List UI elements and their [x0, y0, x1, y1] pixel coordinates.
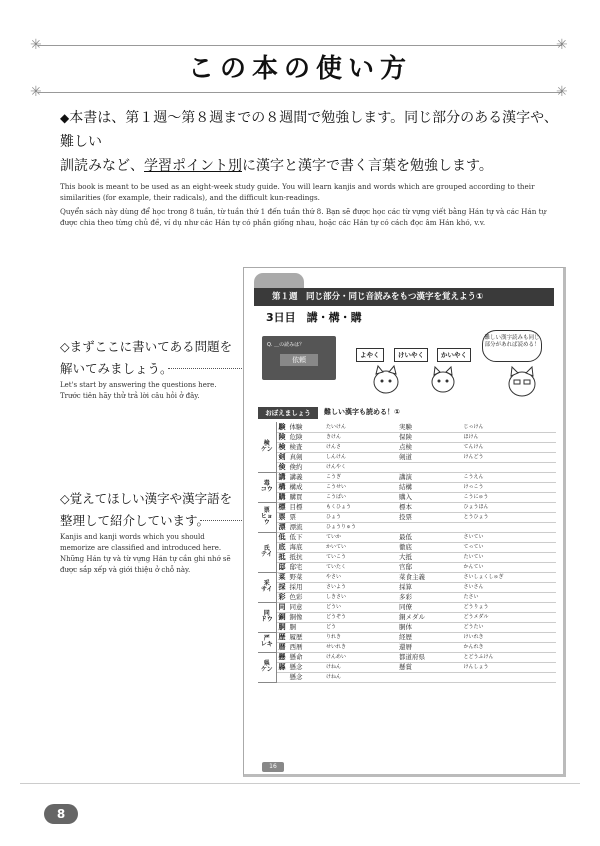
word-cell: 胴体	[397, 622, 461, 632]
word-cell: 結構	[397, 482, 461, 492]
star-icon: ✳	[556, 37, 568, 53]
word-cell: 懸念	[288, 672, 325, 682]
reading-cell	[461, 522, 556, 532]
day-heading: 3日目 講・構・購	[266, 311, 362, 324]
book-page-number: 16	[262, 762, 284, 772]
group-cell: 毒 コウ	[258, 472, 276, 502]
reading-cell: けんさ	[324, 442, 397, 452]
table-row	[258, 652, 556, 662]
kanji-cell: 検	[276, 442, 288, 452]
group-cell: 票 ヒョウ	[258, 502, 276, 532]
kanji-cell: 採	[276, 582, 288, 592]
reading-cell: さいさん	[461, 582, 556, 592]
kanji-cell: 抵	[276, 552, 288, 562]
word-cell: 危険	[288, 432, 325, 442]
word-cell: 最低	[397, 532, 461, 542]
reading-cell: けんしょう	[461, 662, 556, 672]
kanji-cell: 彩	[276, 592, 288, 602]
table-row	[258, 532, 556, 542]
word-cell: 倹約	[288, 462, 325, 472]
cat-teacher-icon	[500, 364, 544, 404]
word-cell: 懸命	[288, 652, 325, 662]
kanji-cell: 険	[276, 432, 288, 442]
footer-rule	[20, 783, 580, 784]
word-cell: 購入	[397, 492, 461, 502]
intro-vi: Quyển sách này dùng để học trong 8 tuần, từ tuần thứ 1 đến tuần thứ 8. Bạn sẽ được học các từ vựng viết bằng Hán tự và các Hán tự được chia theo từng chủ đề, ví dụ như các Hán tự có phần giống nhau, hoặc các Hán tự có cách đọc âm Hán khó, v.v.	[60, 207, 547, 227]
word-cell: 菜食主義	[397, 572, 461, 582]
word-cell: 都道府県	[397, 652, 461, 662]
reading-cell: たさい	[461, 592, 556, 602]
reading-cell: ていたく	[324, 562, 397, 572]
question-answer: 依頼	[280, 354, 318, 366]
word-cell: 実験	[397, 422, 461, 432]
table-row	[258, 462, 556, 472]
kanji-cell: 胴	[276, 622, 288, 632]
header-rule-bottom	[38, 92, 562, 93]
callout-question-vi: Trước tiên hãy thử trả lời câu hỏi ở đây.	[60, 392, 200, 400]
word-cell: 徹底	[397, 542, 461, 552]
reading-cell: じっけん	[461, 422, 556, 432]
kanji-table	[258, 422, 556, 683]
word-cell: 抵抗	[288, 552, 325, 562]
word-cell: 海底	[288, 542, 325, 552]
reading-cell: せいれき	[324, 642, 397, 652]
intro-jp-line2a: 訓読みなど、	[60, 158, 144, 174]
kanji-cell: 銅	[276, 612, 288, 622]
reading-option: よやく	[356, 348, 384, 362]
word-cell: 採用	[288, 582, 325, 592]
table-row	[258, 672, 556, 682]
word-cell: 点検	[397, 442, 461, 452]
kanji-cell: 漂	[276, 522, 288, 532]
reading-cell: ていか	[324, 532, 397, 542]
word-cell: 西暦	[288, 642, 325, 652]
star-icon: ✳	[30, 37, 42, 53]
reading-cell: かんれき	[461, 642, 556, 652]
table-row	[258, 662, 556, 672]
intro-jp-line2b: に漢字と漢字で書く言葉を勉強します。	[242, 158, 493, 174]
table-row	[258, 642, 556, 652]
word-cell	[397, 462, 461, 472]
reading-cell: りれき	[324, 632, 397, 642]
callout-memorize-en: Kanjis and kanji words which you should memorize are classified and introduced here.	[60, 533, 222, 552]
table-row	[258, 482, 556, 492]
table-row	[258, 612, 556, 622]
reading-cell: こうせい	[324, 482, 397, 492]
intro-jp-line1: 本書は、第１週～第８週までの８週間で勉強します。同じ部分のある漢字や、難しい	[60, 110, 558, 150]
reading-cell: こうばい	[324, 492, 397, 502]
word-cell: 大抵	[397, 552, 461, 562]
kanji-cell: 票	[276, 512, 288, 522]
word-cell: 漂流	[288, 522, 325, 532]
reading-cell: さいしょくしゅぎ	[461, 572, 556, 582]
reading-cell: てんけん	[461, 442, 556, 452]
reading-cell: こうぎ	[324, 472, 397, 482]
intro-en: This book is meant to be used as an eight-week study guide. You will learn kanjis and words which are grouped according to their similarities (for example, their radicals), and the difficult kun-readings.	[60, 182, 535, 202]
intro-jp-underlined: 学習ポイント別	[144, 158, 242, 174]
word-cell: 同僚	[397, 602, 461, 612]
reading-cell: こうえん	[461, 472, 556, 482]
kanji-cell: 懸	[276, 652, 288, 662]
table-row	[258, 442, 556, 452]
table-row	[258, 502, 556, 512]
group-cell: 氏 テイ	[258, 532, 276, 572]
word-cell: 保険	[397, 432, 461, 442]
word-cell: 懸念	[288, 662, 325, 672]
word-cell: 体験	[288, 422, 325, 432]
reading-cell	[461, 672, 556, 682]
word-cell	[397, 672, 461, 682]
group-cell: 严 レキ	[258, 632, 276, 652]
kanji-cell: 講	[276, 472, 288, 482]
kanji-cell: 標	[276, 502, 288, 512]
reading-cell: どうりょう	[461, 602, 556, 612]
callout-memorize	[60, 488, 235, 576]
kanji-cell: 暦	[276, 642, 288, 652]
kanji-cell: 同	[276, 602, 288, 612]
reading-cell: たいてい	[461, 552, 556, 562]
callout-question-en: Let's start by answering the questions here.	[60, 381, 217, 389]
table-row	[258, 522, 556, 532]
table-row	[258, 572, 556, 582]
table-row	[258, 512, 556, 522]
word-cell: 邸宅	[288, 562, 325, 572]
page-title: この本の使い方	[187, 54, 412, 84]
week-band: 第１週 同じ部分・同じ音読みをもつ漢字を覚えよう①	[254, 288, 554, 306]
reading-cell: けいれき	[461, 632, 556, 642]
reading-cell: けんどう	[461, 452, 556, 462]
group-cell: 検 ケン	[258, 422, 276, 472]
reading-option: かいやく	[437, 348, 471, 362]
cat-mascot-icon	[426, 364, 460, 398]
reading-cell: どうメダル	[461, 612, 556, 622]
word-cell: 野菜	[288, 572, 325, 582]
reading-cell: てってい	[461, 542, 556, 552]
callout-memorize-jp: ◇覚えてほしい漢字や漢字語を整理して紹介しています。	[60, 491, 233, 528]
kanji-cell: 邸	[276, 562, 288, 572]
reading-cell: ほけん	[461, 432, 556, 442]
table-row	[258, 562, 556, 572]
word-cell: 購買	[288, 492, 325, 502]
word-cell: 懸賞	[397, 662, 461, 672]
reading-cell: ていこう	[324, 552, 397, 562]
word-cell: 低下	[288, 532, 325, 542]
reading-cell: きけん	[324, 432, 397, 442]
reading-cell: けんやく	[324, 462, 397, 472]
table-row	[258, 472, 556, 482]
reading-cell: しんけん	[324, 452, 397, 462]
kanji-cell: 倹	[276, 462, 288, 472]
reading-cell: とどうふけん	[461, 652, 556, 662]
callout-question	[60, 336, 235, 402]
word-cell: 検査	[288, 442, 325, 452]
group-cell: 同 ドウ	[258, 602, 276, 632]
book-page-sample	[243, 267, 566, 777]
kanji-cell: 低	[276, 532, 288, 542]
table-row	[258, 542, 556, 552]
word-cell: 銅像	[288, 612, 325, 622]
reading-cell: ひょうほん	[461, 502, 556, 512]
reading-cell: どうたい	[461, 622, 556, 632]
reading-cell: どう	[324, 622, 397, 632]
word-cell: 採算	[397, 582, 461, 592]
header-rule-top	[38, 45, 562, 46]
table-row	[258, 452, 556, 462]
reading-cell: けっこう	[461, 482, 556, 492]
reading-cell: けねん	[324, 662, 397, 672]
reading-cell: しきさい	[324, 592, 397, 602]
reading-cell: やさい	[324, 572, 397, 582]
word-cell: 講演	[397, 472, 461, 482]
word-cell: 目標	[288, 502, 325, 512]
table-row	[258, 632, 556, 642]
kanji-cell: 底	[276, 542, 288, 552]
word-cell: 色彩	[288, 592, 325, 602]
kanji-cell: 歴	[276, 632, 288, 642]
word-cell: 銅メダル	[397, 612, 461, 622]
word-cell	[397, 522, 461, 532]
star-icon: ✳	[556, 84, 568, 100]
table-row	[258, 582, 556, 592]
diamond-bullet-icon: ◆	[60, 111, 70, 125]
reading-option: けいやく	[394, 348, 428, 362]
kanji-cell: 構	[276, 482, 288, 492]
reading-cell	[461, 462, 556, 472]
reading-cell: どうい	[324, 602, 397, 612]
word-cell: 真剣	[288, 452, 325, 462]
question-box	[262, 336, 336, 380]
table-row	[258, 432, 556, 442]
table-row	[258, 422, 556, 432]
word-cell: 胴	[288, 622, 325, 632]
table-row	[258, 622, 556, 632]
oboe-label: おぼえましょう	[258, 407, 318, 419]
reading-cell: もくひょう	[324, 502, 397, 512]
word-cell: 標本	[397, 502, 461, 512]
reading-cell: どうぞう	[324, 612, 397, 622]
word-cell: 構成	[288, 482, 325, 492]
reading-cell: さいてい	[461, 532, 556, 542]
table-row	[258, 592, 556, 602]
word-cell: 講義	[288, 472, 325, 482]
reading-cell: たいけん	[324, 422, 397, 432]
table-row	[258, 492, 556, 502]
group-cell: 県 ケン	[258, 652, 276, 682]
intro-section	[60, 106, 560, 228]
reading-cell: とうひょう	[461, 512, 556, 522]
cat-mascot-icon	[366, 364, 406, 398]
word-cell: 経歴	[397, 632, 461, 642]
callout-memorize-vi: Những Hán tự và từ vựng Hán tự cần ghi nhớ sẽ được sắp xếp và giới thiệu ở chỗ này.	[60, 555, 231, 574]
reading-cell: けんめい	[324, 652, 397, 662]
reading-cell: かいてい	[324, 542, 397, 552]
kanji-cell: 購	[276, 492, 288, 502]
table-row	[258, 602, 556, 612]
table-row	[258, 552, 556, 562]
kanji-cell	[276, 672, 288, 682]
reading-cell: けねん	[324, 672, 397, 682]
group-cell: 采 サイ	[258, 572, 276, 602]
kanji-cell: 縣	[276, 662, 288, 672]
reading-cell: こうにゅう	[461, 492, 556, 502]
mascot-speech-bubble: 難しい漢字読みも同じ部分があれば読める！	[482, 330, 542, 362]
word-cell: 多彩	[397, 592, 461, 602]
kanji-cell: 菜	[276, 572, 288, 582]
kanji-cell: 剣	[276, 452, 288, 462]
page-number: 8	[44, 804, 78, 824]
reading-cell: ひょうりゅう	[324, 522, 397, 532]
kanji-cell: 験	[276, 422, 288, 432]
reading-cell: かんてい	[461, 562, 556, 572]
intro-jp	[60, 106, 560, 178]
word-cell: 投票	[397, 512, 461, 522]
section-subtitle: 難しい漢字も読める！①	[324, 408, 400, 416]
word-cell: 票	[288, 512, 325, 522]
word-cell: 履歴	[288, 632, 325, 642]
word-cell: 剣道	[397, 452, 461, 462]
word-cell: 官邸	[397, 562, 461, 572]
star-icon: ✳	[30, 84, 42, 100]
reading-cell: さいよう	[324, 582, 397, 592]
callout-question-jp: ◇まずここに書いてある問題を解いてみましょう。	[60, 339, 233, 376]
reading-cell: ひょう	[324, 512, 397, 522]
word-cell: 同意	[288, 602, 325, 612]
word-cell: 還暦	[397, 642, 461, 652]
question-text: Q. ＿の読みは？	[267, 342, 305, 348]
